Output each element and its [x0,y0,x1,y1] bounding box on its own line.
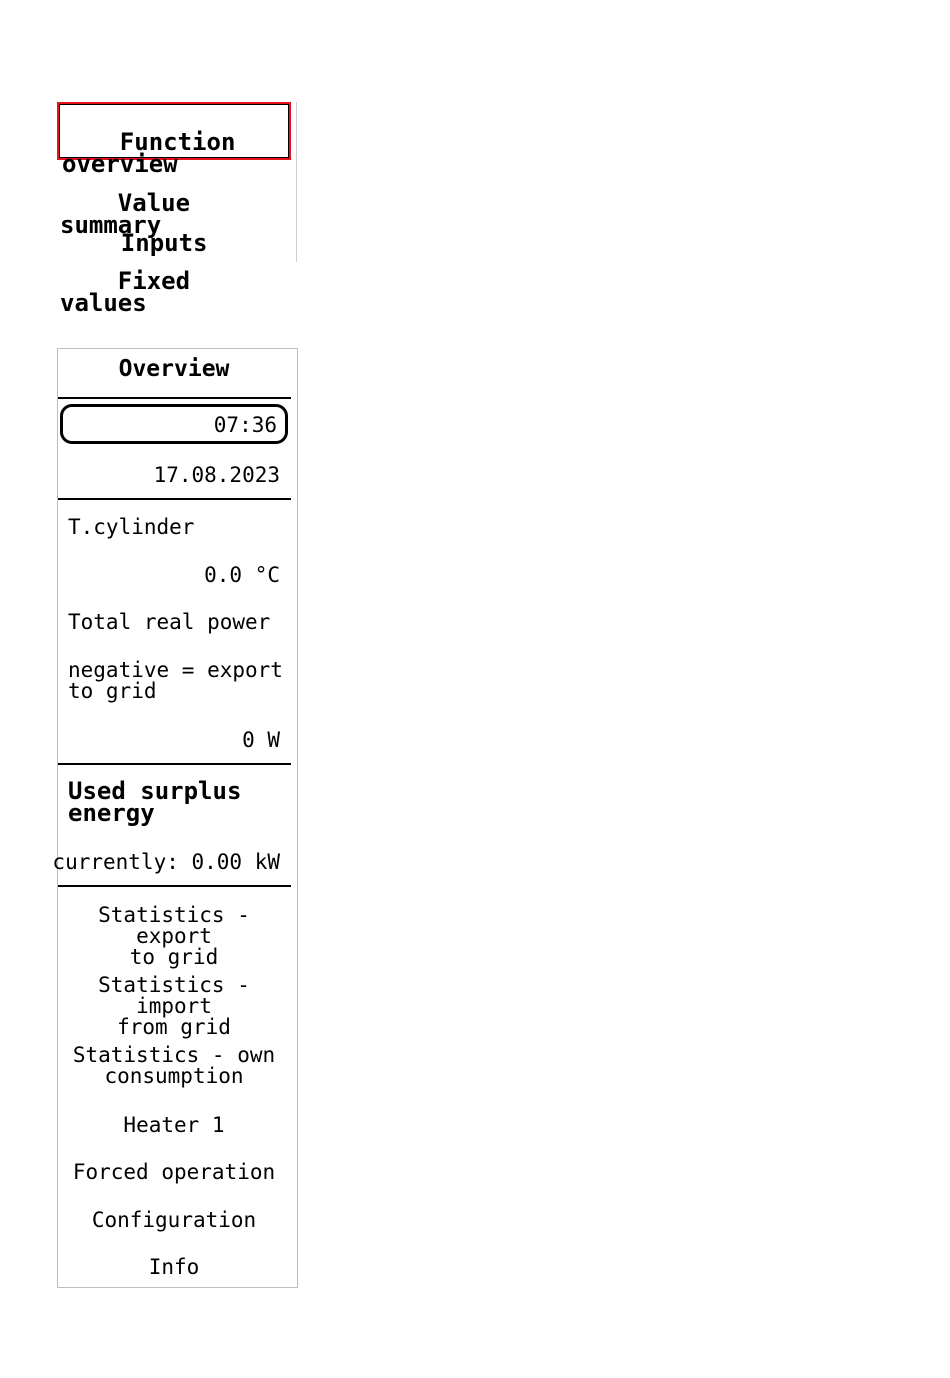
cylinder-temp-value: 0.0 °C [204,563,280,587]
overview-screen [52,348,298,1288]
divider [58,498,291,500]
menu-item-label: Fixed values [60,267,205,317]
submenu-configuration[interactable]: Configuration [91,1208,257,1232]
power-note: negative = export to grid [68,658,283,703]
submenu-statistics-import[interactable]: Statistics - import from grid [98,973,250,1039]
divider [58,885,291,887]
submenu-statistics-own-consumption[interactable]: Statistics - own consumption [72,1043,276,1088]
menu-item-label: Function overview [62,128,236,178]
date-value[interactable]: 17.08.2023 [153,463,280,487]
menu-item-function-overview[interactable] [57,102,291,178]
menu-item-label: Inputs [120,229,208,257]
menu-item-label: Value summary [60,189,205,239]
submenu-heater-1[interactable]: Heater 1 [123,1113,225,1137]
time-value: 07:36 [213,413,277,437]
time-field[interactable] [60,404,288,444]
power-value: 0 W [242,728,280,752]
power-label: Total real power [68,610,271,634]
submenu-statistics-export[interactable]: Statistics - export to grid [98,903,250,969]
surplus-current-value: currently: 0.00 kW [52,850,280,874]
cylinder-temp-label: T.cylinder [68,515,195,539]
divider [58,397,291,399]
divider [58,763,291,765]
menu-item-fixed-values[interactable] [60,248,286,336]
page-title: Overview [118,356,230,382]
submenu-info[interactable]: Info [148,1255,200,1279]
submenu-forced-operation[interactable]: Forced operation [72,1160,276,1184]
main-menu [57,102,297,317]
surplus-energy-heading[interactable]: Used surplus energy [68,777,242,827]
